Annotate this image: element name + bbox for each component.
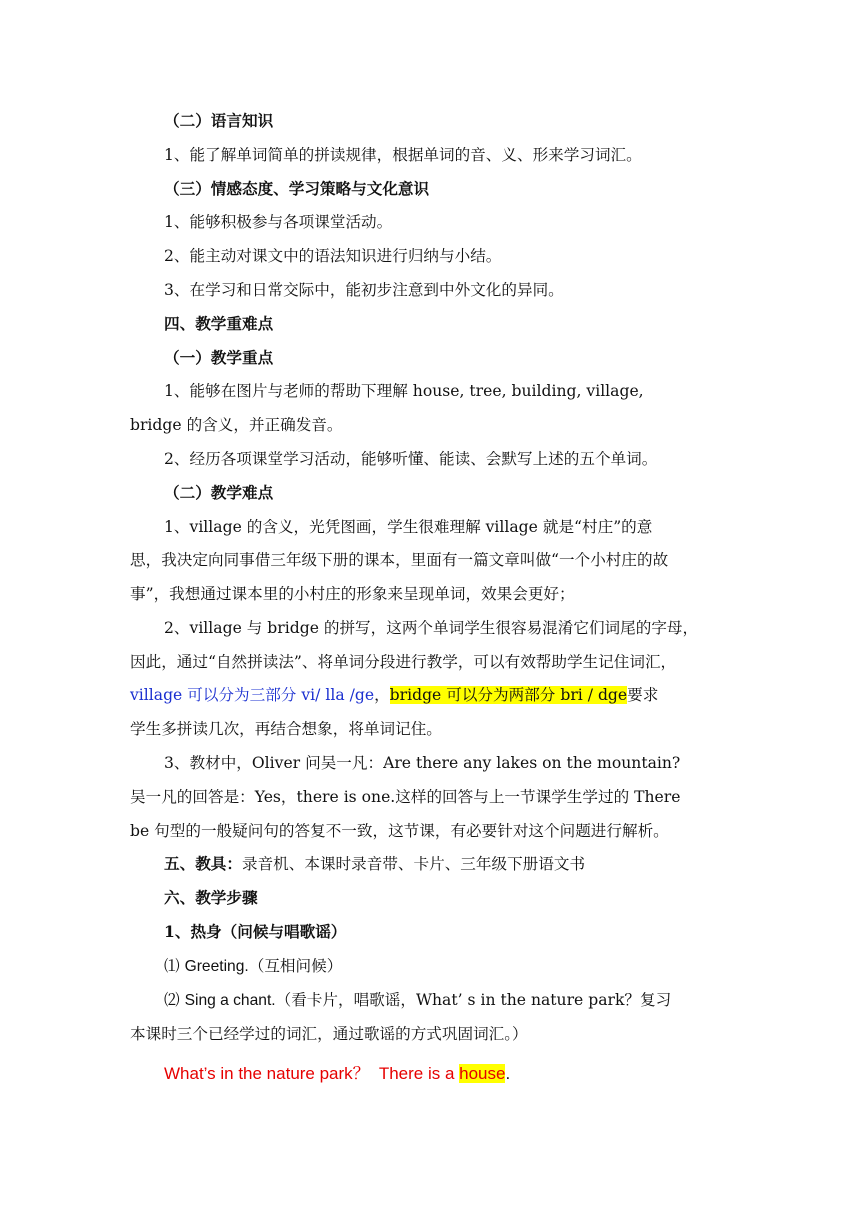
heading-key-difficult-points: 四、教学重难点 bbox=[164, 314, 274, 333]
heading-difficult-points: （二）教学难点 bbox=[164, 483, 274, 502]
paragraph-line: 2、能主动对课文中的语法知识进行归纳与小结。 bbox=[164, 247, 502, 265]
tools-line bbox=[164, 853, 585, 875]
paragraph-line: 1、能了解单词简单的拼读规律，根据单词的音、义、形来学习词汇。 bbox=[164, 146, 642, 164]
chant-example-text: What’s in the nature park？ There is a bbox=[164, 1064, 460, 1083]
tools-text: 录音机、本课时录音带、卡片、三年级下册语文书 bbox=[241, 855, 586, 873]
chant-example-line bbox=[164, 1063, 510, 1085]
chant-line bbox=[164, 989, 671, 1012]
chant-number: ⑵ bbox=[164, 991, 180, 1009]
heading-language-knowledge: （二）语言知识 bbox=[164, 111, 274, 130]
paragraph-line: 吴一凡的回答是：Yes，there is one.这样的回答与上一节课学生学过的 There bbox=[130, 788, 681, 806]
paragraph-line: 因此，通过“自然拼读法”、将单词分段进行教学，可以有效帮助学生记住词汇， bbox=[130, 653, 677, 671]
paragraph-line: 3、在学习和日常交际中，能初步注意到中外文化的异同。 bbox=[164, 281, 564, 299]
heading-warmup: 1、热身（问候与唱歌谣） bbox=[164, 922, 347, 941]
paragraph-line: 1、village 的含义，光凭图画，学生很难理解 village 就是“村庄”的意 bbox=[164, 518, 653, 536]
paragraph-line: 事”，我想通过课本里的小村庄的形象来呈现单词，效果会更好； bbox=[130, 585, 575, 603]
chant-english: Sing a chant. bbox=[184, 992, 276, 1009]
greeting-number: ⑴ bbox=[164, 957, 180, 975]
paragraph-line: 1、能够积极参与各项课堂活动。 bbox=[164, 213, 393, 231]
greeting-english: Greeting. bbox=[184, 958, 249, 975]
village-split-text: village 可以分为三部分 vi/ lla /ge bbox=[130, 686, 375, 704]
split-tail: 要求 bbox=[627, 686, 659, 704]
chant-rest: （看卡片，唱歌谣，What’ s in the nature park？复习 bbox=[275, 991, 672, 1009]
greeting-chinese: （互相问候） bbox=[248, 957, 343, 975]
paragraph-line: be 句型的一般疑问句的答复不一致，这节课，有必要针对这个问题进行解析。 bbox=[130, 822, 669, 840]
paragraph-line: 本课时三个已经学过的词汇，通过歌谣的方式巩固词汇。） bbox=[130, 1025, 528, 1043]
paragraph-line: 2、village 与 bridge 的拼写，这两个单词学生很容易混淆它们词尾的字母， bbox=[164, 619, 699, 637]
heading-teaching-steps: 六、教学步骤 bbox=[164, 888, 258, 907]
paragraph-line: 2、经历各项课堂学习活动，能够听懂、能读、会默写上述的五个单词。 bbox=[164, 450, 658, 468]
paragraph-line: 1、能够在图片与老师的帮助下理解 house, tree, building, village, bbox=[164, 382, 644, 400]
bridge-split-highlight: bridge 可以分为两部分 bri / dge bbox=[389, 686, 628, 704]
chant-example-period: . bbox=[505, 1064, 511, 1083]
split-comma: ， bbox=[374, 686, 390, 704]
paragraph-line: bridge 的含义，并正确发音。 bbox=[130, 416, 343, 434]
heading-key-points: （一）教学重点 bbox=[164, 348, 274, 367]
paragraph-line: 3、教材中，Oliver 问吴一凡：Are there any lakes on the mountain? bbox=[164, 754, 681, 772]
house-highlight: house bbox=[459, 1064, 506, 1083]
paragraph-line: 思，我决定向同事借三年级下册的课本，里面有一篇文章叫做“一个小村庄的故 bbox=[130, 551, 669, 569]
heading-attitude-strategy: （三）情感态度、学习策略与文化意识 bbox=[164, 179, 430, 198]
tools-label: 五、教具： bbox=[164, 854, 242, 873]
paragraph-line: 学生多拼读几次，再结合想象，将单词记住。 bbox=[130, 720, 442, 738]
greeting-line bbox=[164, 955, 342, 978]
split-line bbox=[130, 684, 658, 706]
